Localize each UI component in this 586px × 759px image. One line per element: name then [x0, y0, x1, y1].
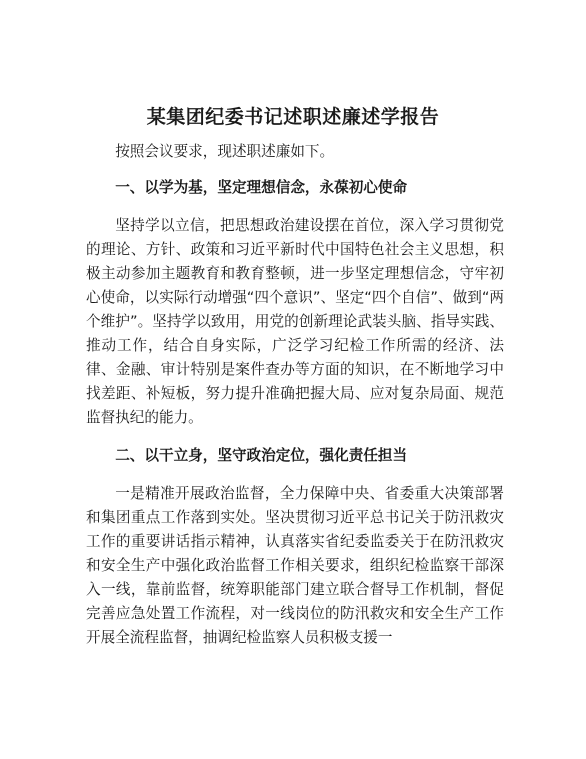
spacer: [86, 430, 504, 444]
section-2-heading: 二、以干立身，坚守政治定位，强化责任担当: [115, 447, 408, 464]
intro-paragraph: 按照会议要求，现述职述廉如下。: [115, 143, 335, 160]
document-body: [86, 140, 504, 650]
spacer: [86, 200, 504, 214]
spacer: [86, 164, 504, 176]
section-1-heading: 一、以学为基，坚定理想信念，永葆初心使命: [115, 179, 408, 196]
section-1-paragraph-1: 坚持学以立信，把思想政治建设摆在首位，深入学习贯彻党的理论、方针、政策和习近平新时代中国特色社会主义思想，积极主动参加主题教育和教育整顿，进一步坚定理想信念，守牢初心使命，以实际行动增强“四个意识”、坚定“四个自信”、做到“两个维护”。坚持学以致用，用党的创新理论武装头脑、指导实践、推动工作，结合自身实际，广泛学习纪检工作所需的经济、法律、金融、审计特别是案件查办等方面的知识，在不断地学习中找差距、补短板，努力提升准确把握大局、应对复杂局面、规范监督执纪的能力。: [86, 217, 504, 426]
spacer: [86, 468, 504, 482]
section-2-paragraph-1: 一是精准开展政治监督，全力保障中央、省委重大决策部署和集团重点工作落到实处。坚决贯彻习近平总书记关于防汛救灾工作的重要讲话指示精神，认真落实省纪委监委关于在防汛救灾和安全生产中强化政治监督工作相关要求，组织纪检监察干部深入一线，靠前监督，统筹职能部门建立联合督导工作机制，督促完善应急处置工作流程，对一线岗位的防汛救灾和安全生产工作开展全流程监督，抽调纪检监察人员积极支援一: [86, 485, 504, 646]
document-title: 某集团纪委书记述职述廉述学报告: [146, 106, 440, 128]
